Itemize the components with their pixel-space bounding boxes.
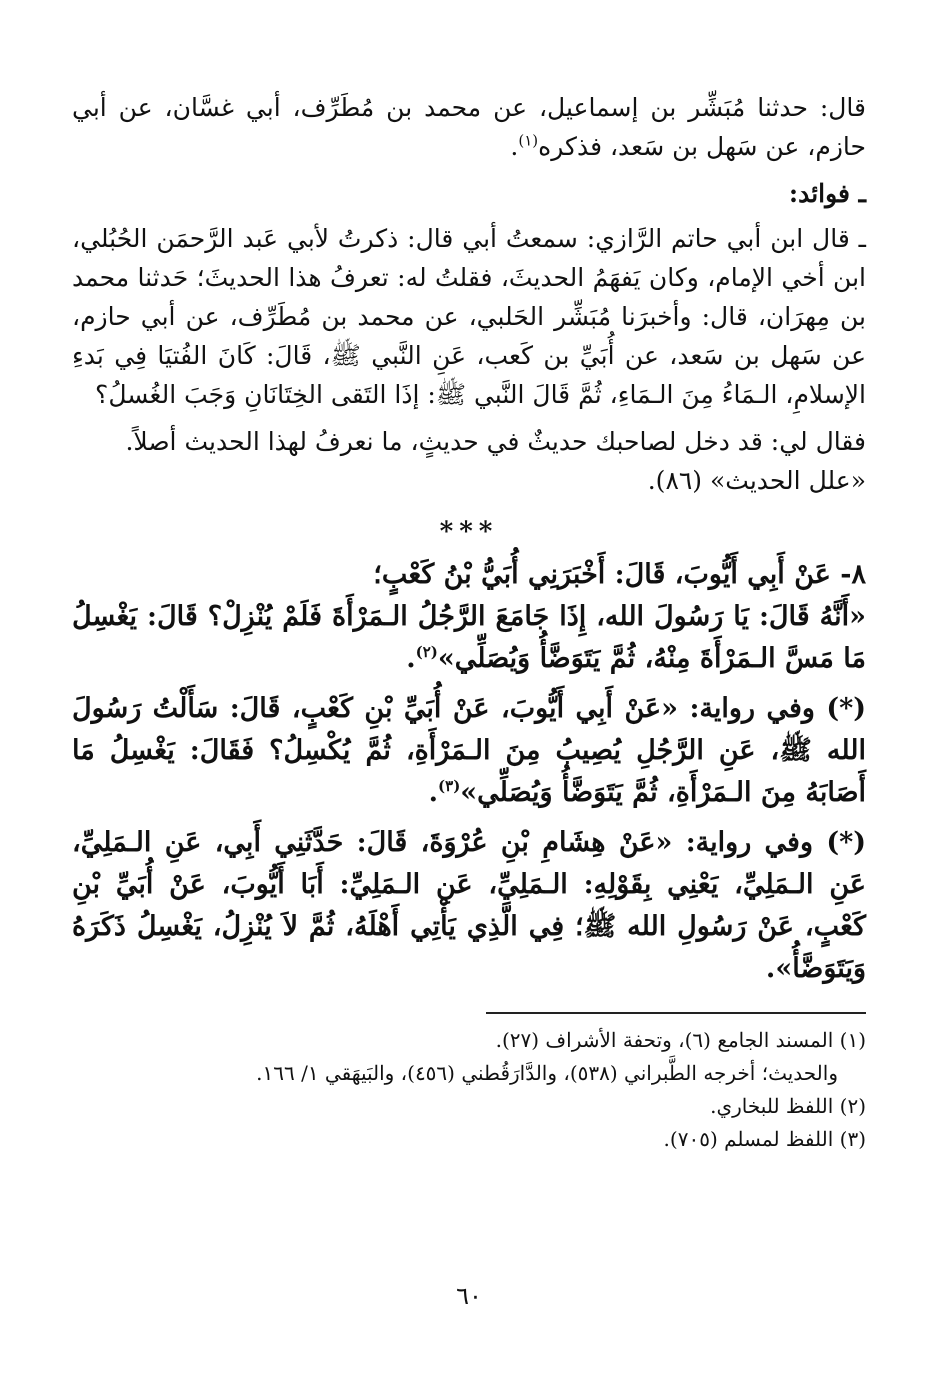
footnote-1: (١) المسند الجامع (٦)، وتحفة الأشراف (٢٧). — [495, 1028, 866, 1052]
page-number: ٦٠ — [456, 1282, 482, 1310]
hadith-8-chain: ٨- عَنْ أَبِي أَيُّوبَ، قَالَ: أَخْبَرَنِي أُبَيُّ بْنُ كَعْبٍ؛ — [373, 559, 866, 590]
footnote-marker-2: (٢) — [415, 643, 438, 661]
narration-2: (*) وفي رواية: «عَنْ هِشَامِ بْنِ عُرْوَةَ، قَالَ: حَدَّثَنِي أَبِي، عَنِ الـمَلِيِّ، عَنِ الـمَلِيِّ، يَعْنِي بِقَوْلِهِ: الـمَلِيِّ، عَنِ الـمَلِيِّ: أَبَا أَيُّوبَ، عَنْ أُبَيِّ بْنِ كَعْبٍ، عَنْ رَسُولِ الله ﷺ؛ فِي الَّذِي يَأْتِي أَهْلَهُ، ثُمَّ لاَ يُنْزِلُ، يَغْسِلُ ذَكَرَهُ وَيَتَوَضَّأُ». — [72, 827, 866, 984]
section-heading: ـ فوائد: — [788, 179, 866, 208]
intro-paragraph: قال: حدثنا مُبَشِّر بن إسماعيل، عن محمد بن مُطَرِّف، أبي غسَّان، عن أبي حازم، عن سَهل بن سَعد، فذكره$^{(١)}$. — [72, 93, 866, 161]
hadith-8-text: «أَنَّهُ قَالَ: يَا رَسُولَ الله، إِذَا جَامَعَ الرَّجُلُ الـمَرْأَةَ فَلَمْ يُنْزِلْ؟ قَالَ: يَغْسِلُ مَا مَسَّ الـمَرْأَةَ مِنْهُ، ثُمَّ يَتَوَضَّأُ وَيُصَلِّي»$^{(٢)}$. — [72, 601, 866, 674]
footnote-3: (٣) اللفظ لمسلم (٧٠٥). — [663, 1127, 866, 1151]
narration-1: (*) وفي رواية: «عَنْ أَبِي أَيُّوبَ، عَنْ أُبَيِّ بْنِ كَعْبٍ، قَالَ: سَأَلْتُ رَسُولَ الله ﷺ، عَنِ الرَّجُلِ يُصِيبُ مِنَ الـمَرْأَةِ، ثُمَّ يُكْسِلُ؟ فَقَالَ: يَغْسِلُ مَا أَصَابَهُ مِنَ الـمَرْأَةِ، ثُمَّ يَتَوَضَّأُ وَيُصَلِّي»$^{(٣)}$. — [72, 693, 866, 808]
section-divider-stars: *** — [439, 517, 499, 547]
closing-statement: فقال لي: قد دخل لصاحبك حديثٌ في حديثٍ، ما نعرفُ لهذا الحديث أصلاً. — [125, 427, 866, 456]
footnote-1-continuation: والحديث؛ أخرجه الطَّبراني (٥٣٨)، والدَّارَقُطني (٤٥٦)، والبَيهَقي ١/ ١٦٦. — [256, 1061, 838, 1085]
footnote-separator — [486, 1012, 866, 1014]
footnote-marker-1: (١) — [518, 131, 539, 150]
footnote-2: (٢) اللفظ للبخاري. — [710, 1094, 866, 1118]
source-reference: «علل الحديث» (٨٦). — [647, 466, 866, 495]
footnote-marker-3: (٣) — [438, 777, 461, 795]
benefits-paragraph: ـ قال ابن أبي حاتم الرَّازي: سمعتُ أبي قال: ذكرتُ لأبي عَبد الرَّحمَن الحُبُلي، ابن أخي الإمام، وكان يَفهَمُ الحديثَ، فقلتُ له: تعرفُ هذا الحديثَ؛ حَدثنا محمد بن مِهرَان، قال: وأخبرَنا مُبَشِّر الحَلبي، عن محمد بن مُطَرِّف، عن أبي حازم، عن سَهل بن سَعد، عن أُبَيِّ بن كَعب، عَنِ النَّبي ﷺ، قَالَ: كَانَ الفُتيَا فِي بَدءِ الإسلامِ، الـمَاءُ مِنَ الـمَاءِ، ثُمَّ قَالَ النَّبي ﷺ: إذَا التَقى الخِتَانَانِ وَجَبَ الغُسلُ؟ — [72, 224, 866, 409]
